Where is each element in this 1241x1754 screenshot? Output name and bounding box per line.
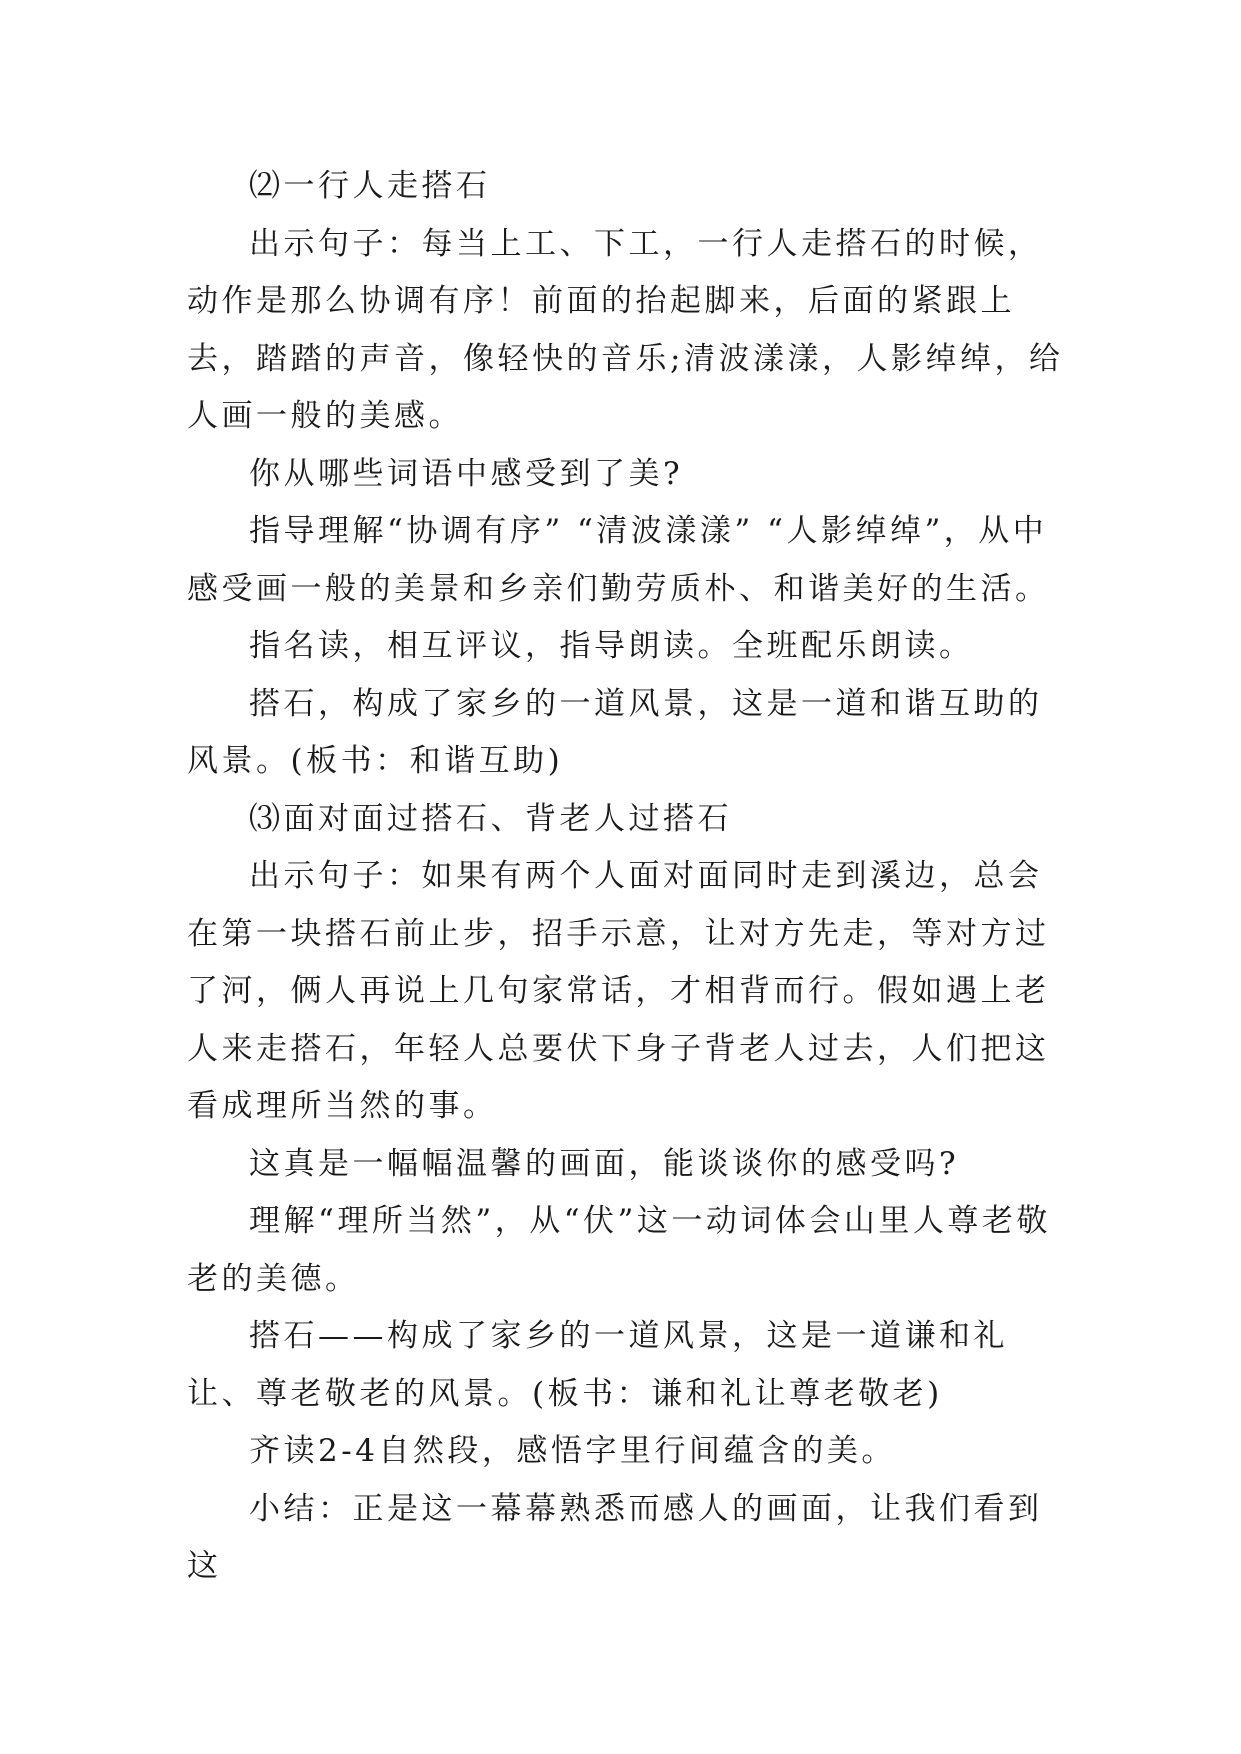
paragraph: 齐读2-4自然段，感悟字里行间蕴含的美。 (249, 1433, 896, 1469)
paragraph: 搭石，构成了家乡的一道风景，这是一道和谐互助的风景。(板书：和谐互助) (187, 685, 1043, 779)
paragraph: 小结：正是这一幕幕熟悉而感人的画面，让我们看到这 (187, 1490, 1043, 1584)
paragraph-heading-3: ⑶面对面过搭石、背老人过搭石 (249, 800, 732, 837)
paragraph: 理解“理所当然”，从“伏”这一动词体会山里人尊老敬老的美德。 (187, 1203, 1051, 1297)
paragraph: 你从哪些词语中感受到了美? (249, 455, 684, 492)
paragraph: 这真是一幅幅温馨的画面，能谈谈你的感受吗? (249, 1145, 960, 1182)
paragraph-heading-2: ⑵一行人走搭石 (249, 168, 491, 204)
paragraph: 出示句子：如果有两个人面对面同时走到溪边，总会在第一块搭石前止步，招手示意，让对方先走，等对方过了河，俩人再说上几句家常话，才相背而行。假如遇上老人来走搭石，年轻人总要伏下身子背老人过去，人们把这看成理所当然的事。 (187, 858, 1050, 1124)
paragraph: 指名读，相互评议，指导朗读。全班配乐朗读。 (249, 628, 974, 664)
paragraph: 指导理解“协调有序” “清波漾漾” “人影绰绰”，从中感受画一般的美景和乡亲们勤劳质朴、和谐美好的生活。 (187, 513, 1050, 607)
paragraph: 出示句子：每当上工、下工，一行人走搭石的时候，动作是那么协调有序！前面的抬起脚来，后面的紧跟上去，踏踏的声音，像轻快的音乐;清波漾漾，人影绰绰，给人画一般的美感。 (187, 225, 1064, 434)
document-body (187, 158, 1067, 1596)
paragraph: 搭石——构成了家乡的一道风景，这是一道谦和礼让、尊老敬老的风景。(板书：谦和礼让尊老敬老) (187, 1318, 1008, 1412)
